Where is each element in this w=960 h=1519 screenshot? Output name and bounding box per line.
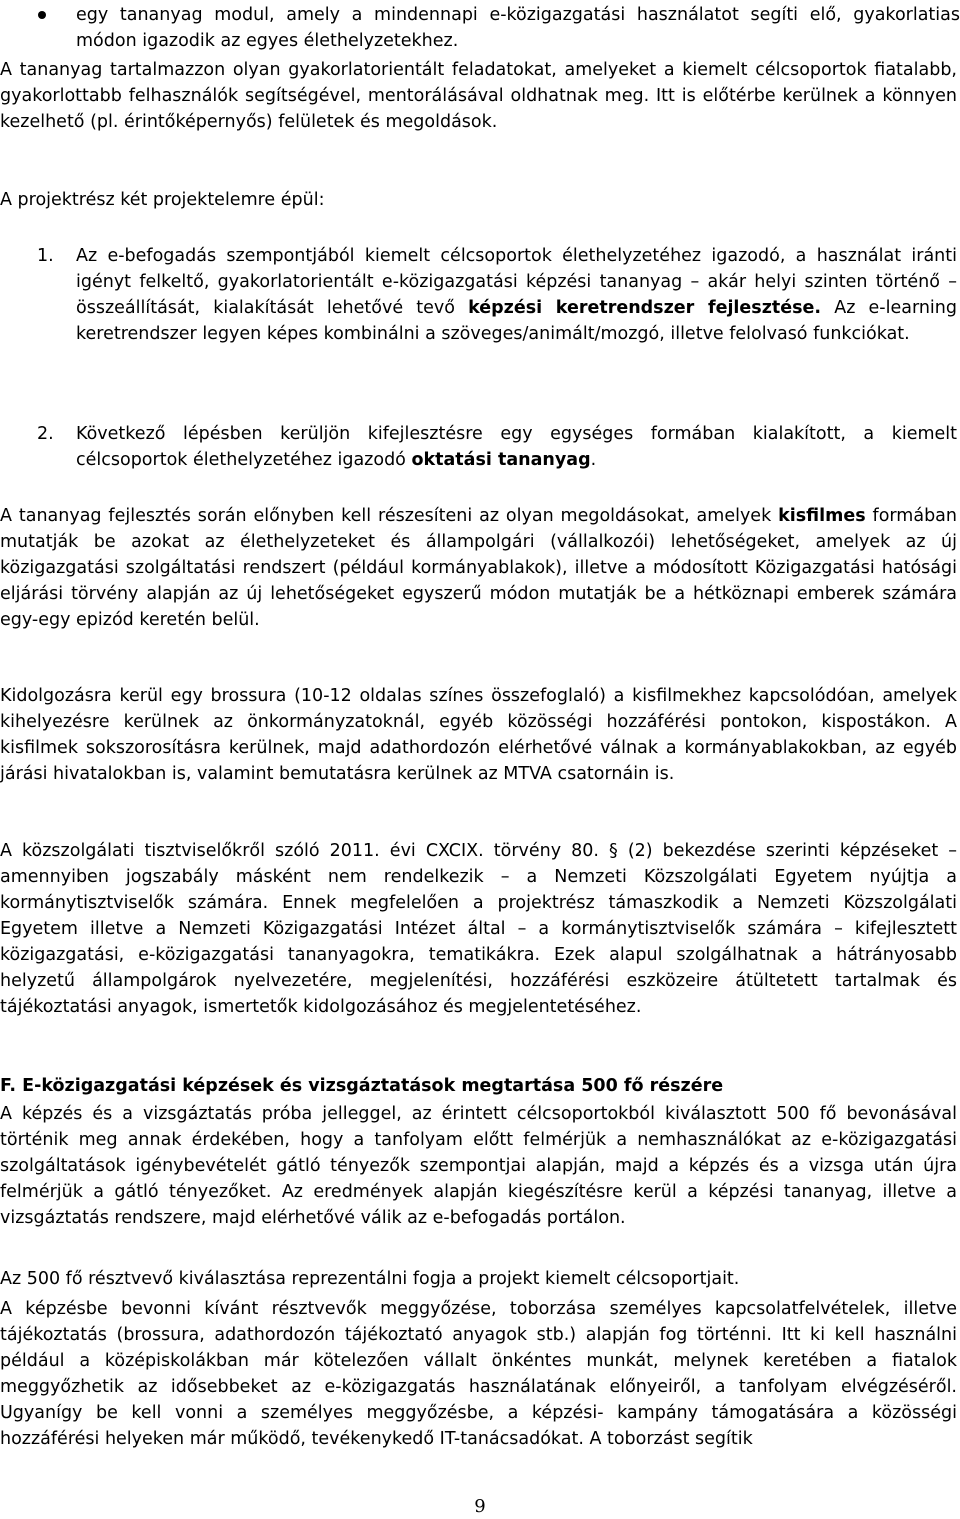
bold-phrase: képzési keretrendszer fejlesztése. [468,298,822,318]
paragraph-500: Az 500 fő résztvevő kiválasztása reprezentálni fogja a projekt kiemelt célcsoportjait. [0,1269,740,1289]
item-text: Következő lépésben kerüljön kifejlesztésre egy egységes formában kialakított, a kiemelt célcsoportok élethelyzetéhez igazodó oktatási tananyag. [76,424,957,470]
paragraph-intro: A tananyag tartalmazzon olyan gyakorlatorientált feladatokat, amelyeket a kiemelt célcsoportok fiatalabb, gyakorlottabb felhasználók segítségével, mentorálásával oldhatnak meg. Itt is előtérbe kerülnek a könnyen kezelhető (pl. érintőképernyős) felületek és megoldások. [0,60,957,132]
bold-phrase: oktatási tananyag [411,450,591,470]
bullet-icon [38,11,46,19]
paragraph-meggyozes: A képzésbe bevonni kívánt résztvevők meggyőzése, toborzása személyes kapcsolatfelvételek, illetve tájékoztatás (brossura, adathordozón tájékoztató anyagok stb.) alapján fog történni. Itt ki kell használni például a középiskolákban már kötelezően vállalt önkéntes munkát, melynek keretében a fiatalok meggyőzhetik az idősebbeket az e-közigazgatás használatának előnyeiről, a tanfolyam elvégzéséről. Ugyanígy be kell vonni a személyes meggyőzésbe, a képzési- kampány támogatására a közösségi hozzáférési helyeken már működő, tevékenykedő IT-tanácsadókat. A toborzást segítik [0,1299,957,1449]
paragraph-torveny: A közszolgálati tisztviselőkről szóló 2011. évi CXCIX. törvény 80. § (2) bekezdése szerinti képzéseket – amennyiben jogszabály másként nem rendelkezik – a Nemzeti Közszolgálati Egyetem nyújtja a kormánytisztviselők számára. Ennek megfelelően a projektrész támaszkodik a Nemzeti Közszolgálati Egyetem illetve a Nemzeti Közigazgatási Intézet által – a kormánytisztviselők számára – kifejlesztett közigazgatási, e-közigazgatási tananyagokra, tematikákra. Ezek alapul szolgálhatnak a hátrányosabb helyzetű állampolgárok nyelvezetére, megjelenítési, hozzáférési eszközeire átültetett tartalmak és tájékoztatási anyagok, ismertetők kidolgozásához és megjelentetéséhez. [0,841,957,1017]
item-number: 2. [37,424,54,444]
bold-phrase: kisfilmes [778,506,866,526]
item-number: 1. [37,246,54,266]
paragraph-two-elements: A projektrész két projektelemre épül: [0,190,325,210]
paragraph-brossura: Kidolgozásra kerül egy brossura (10-12 oldalas színes összefoglaló) a kisfilmekhez kapcsolódóan, amelyek kihelyezésre kerülnek az önkormányzatoknál, egyéb közösségi hozzáférési pontokon, kispostákon. A kisfilmek sokszorosításra kerülnek, majd adathordozón elérhetővé válnak a kormányablakokban, az egyéb járási hivatalokban is, valamint bemutatásra kerülnek az MTVA csatornáin is. [0,686,957,784]
page-number: 9 [474,1496,486,1517]
numbered-item-2 [0,421,957,473]
item-text: Az e-befogadás szempontjából kiemelt célcsoportok élethelyzetéhez igazodó, a használat iránti igényt felkeltő, gyakorlatorientált e-közigazgatási képzési tananyag – akár helyi szinten történő – összeállítását, kialakítását lehetővé tevő képzési keretrendszer fejlesztése. Az e-learning keretrendszer legyen képes kombinálni a szöveges/animált/mozgó, illetve felolvasó funkciókat. [76,246,957,344]
bullet-list-item [0,2,960,54]
bullet-text: egy tananyag modul, amely a mindennapi e-közigazgatási használatot segíti elő, gyakorlatias módon igazodik az egyes élethelyzetekhez. [76,5,960,51]
paragraph-kepzes: A képzés és a vizsgáztatás próba jelleggel, az érintett célcsoportokból kiválasztott 500 fő bevonásával történik meg annak érdekében, hogy a tanfolyam előtt felmérjük a nemhasználókat az e-közigazgatási szolgáltatások igénybevételét gátló tényezők szempontjai alapján, majd a képzés és a vizsga után újra felmérjük a gátló tényezőket. Az eredmények alapján kiegészítésre kerül a képzési tananyag, illetve a vizsgáztatás rendszere, majd elérhetővé válik az e-befogadás portálon. [0,1104,957,1228]
numbered-item-1 [0,243,957,347]
section-heading: F. E-közigazgatási képzések és vizsgáztatások megtartása 500 fő részére [0,1076,724,1096]
paragraph-kisfilmes: A tananyag fejlesztés során előnyben kell részesíteni az olyan megoldásokat, amelyek kisfilmes formában mutatják be azokat az élethelyzeteket és állampolgári (vállalkozói) lehetőségeket, amelyek az új közigazgatási szolgáltatási rendszert (például kormányablakok), illetve a módosított Közigazgatási hatósági eljárási törvény alapján az új lehetőségeket egyszerű módon mutatják be a hétköznapi emberek számára egy-egy epizód keretén belül. [0,506,957,630]
